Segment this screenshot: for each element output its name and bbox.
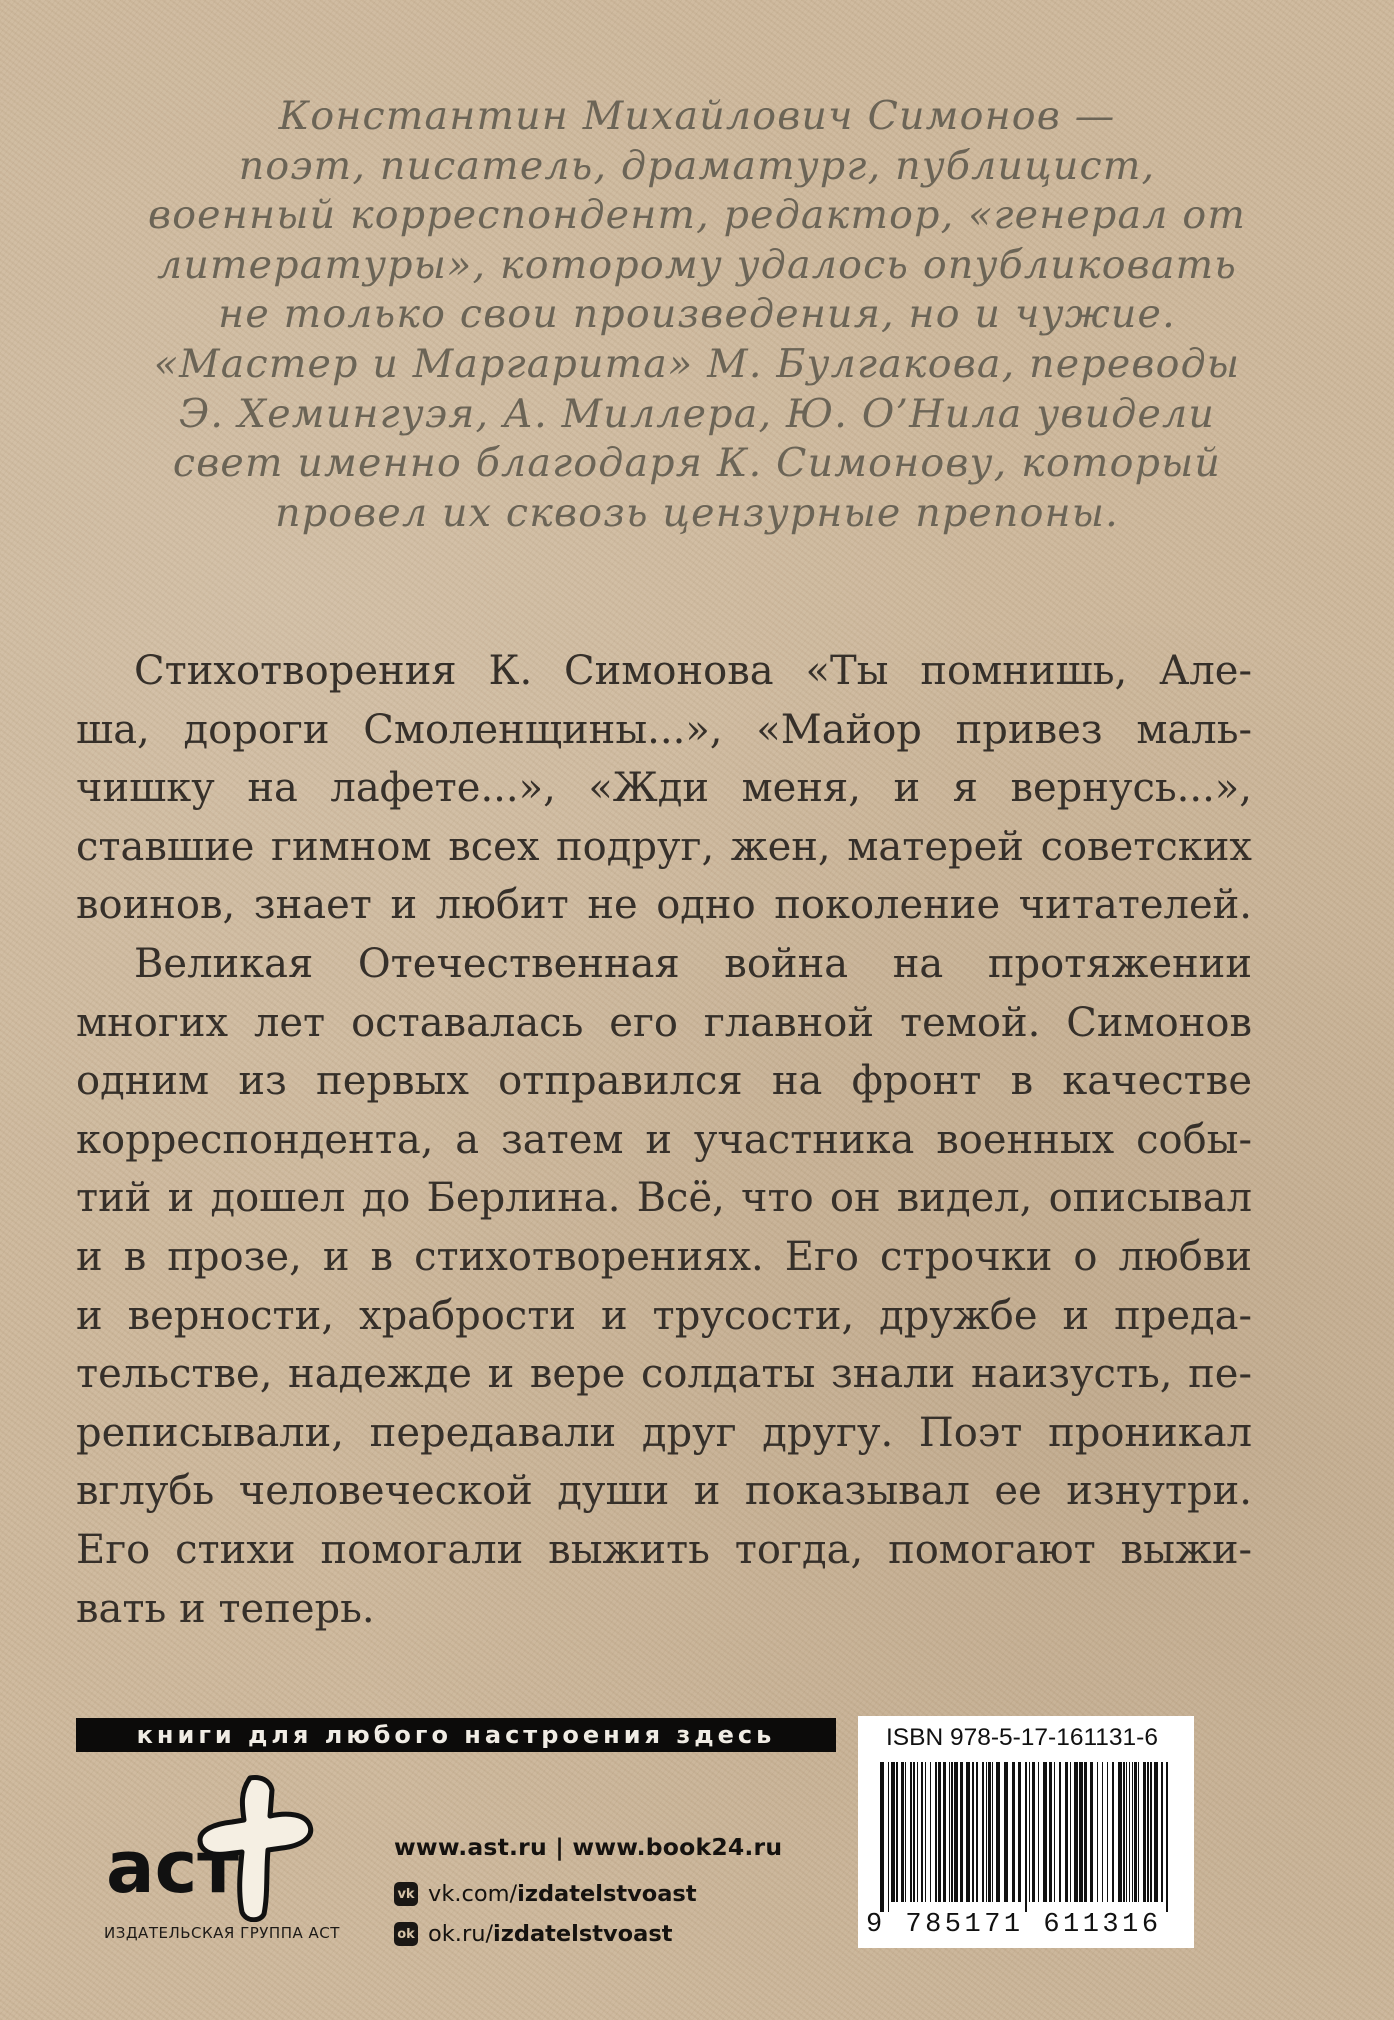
barcode-bar: [921, 1762, 923, 1902]
body-line: ша, дороги Смоленщины...», «Майор привез маль-: [76, 706, 1252, 753]
barcode-bar: [982, 1762, 984, 1902]
ok-handle: izdatelstvoast: [493, 1921, 673, 1947]
barcode-bar: [1032, 1762, 1035, 1902]
barcode-bar: [1107, 1762, 1108, 1902]
promo-banner: книги для любого настроения здесь: [76, 1718, 836, 1752]
body-line: и верности, храбрости и трусости, дружбе и преда-: [76, 1292, 1252, 1339]
barcode-bar: [1029, 1762, 1030, 1902]
barcode-bar: [1070, 1762, 1071, 1902]
website-links[interactable]: www.ast.ru | www.book24.ru: [394, 1833, 783, 1861]
body-line: одним из первых отправился на фронт в качестве: [76, 1058, 1252, 1105]
intro-line: провел их сквозь цензурные препоны.: [275, 489, 1119, 536]
barcode-bar: [1018, 1762, 1021, 1902]
barcode-bar: [1129, 1762, 1130, 1902]
barcode-bar: [1038, 1762, 1039, 1902]
barcode-bar: [1123, 1762, 1125, 1902]
barcode-bar: [1134, 1762, 1137, 1902]
barcode-bar: [896, 1762, 898, 1902]
publisher-links: [394, 1833, 782, 1947]
body-line: ставшие гимном всех подруг, жен, матерей советских: [76, 823, 1252, 870]
vk-link[interactable]: [394, 1881, 782, 1907]
barcode-bar: [1132, 1762, 1133, 1902]
barcode-bar: [1150, 1762, 1152, 1902]
intro-line: свет именно благодаря К. Симонову, который: [172, 440, 1222, 487]
vk-prefix: vk.com/: [428, 1881, 518, 1907]
barcode-bar: [1084, 1762, 1087, 1902]
ok-prefix: ok.ru/: [428, 1921, 494, 1947]
barcode-bar: [1065, 1762, 1068, 1902]
barcode-bar: [1049, 1762, 1052, 1902]
barcode-bar: [949, 1762, 950, 1902]
barcode-bar: [1097, 1762, 1098, 1902]
body-line: воинов, знает и любит не одно поколение читателей.: [76, 882, 1252, 929]
barcode-bar: [935, 1762, 937, 1902]
ast-logo-text: аст: [106, 1825, 239, 1909]
barcode-bar: [954, 1762, 958, 1902]
intro-line: не только свои произведения, но и чужие.: [218, 291, 1176, 338]
barcode-bar: [986, 1762, 987, 1902]
barcode-bar: [1043, 1762, 1047, 1902]
body-line: вглубь человеческой души и показывал ее изнутри.: [76, 1468, 1252, 1515]
barcode-bar: [976, 1762, 978, 1902]
barcode-bar: [943, 1762, 946, 1902]
intro-line: Э. Хемингуэя, А. Миллера, Ю. О’Нила увидели: [178, 390, 1216, 437]
ok-link[interactable]: [394, 1921, 782, 1947]
barcode-bar: [888, 1762, 889, 1912]
barcode-bar: [1074, 1762, 1078, 1902]
body-line: и в прозе, и в стихотворениях. Его строчки о любви: [76, 1233, 1252, 1280]
barcode-bar: [891, 1762, 895, 1902]
barcode-bar: [951, 1762, 953, 1902]
barcode-bar: [960, 1762, 963, 1902]
barcode-bar: [1102, 1762, 1103, 1902]
paragraph-2: [76, 935, 1252, 1638]
barcode-bar: [1161, 1762, 1163, 1902]
barcode-bar: [930, 1762, 931, 1902]
barcode-bar: [996, 1762, 1000, 1902]
barcode-bar: [1004, 1762, 1008, 1902]
barcode-bar: [1118, 1762, 1122, 1902]
barcode-icon: [876, 1762, 1176, 1912]
barcode-digits: 9 785171 611316: [866, 1910, 1162, 1940]
barcode-bar: [880, 1762, 884, 1912]
ast-logo: [100, 1772, 330, 1922]
body-line: тий и дошел до Берлина. Всё, что он видел, описывал: [76, 1175, 1252, 1222]
intro-line: «Мастер и Маргарита» М. Булгакова, переводы: [153, 340, 1241, 387]
barcode-bar: [988, 1762, 991, 1902]
body-line: реписывали, передавали друг другу. Поэт проникал: [76, 1409, 1252, 1456]
barcode-bar: [910, 1762, 912, 1902]
intro-line: поэт, писатель, драматург, публицист,: [238, 142, 1156, 189]
barcode-bar: [901, 1762, 904, 1902]
barcode-bar: [1025, 1762, 1027, 1912]
barcode-bar: [1012, 1762, 1015, 1902]
barcode-bar: [917, 1762, 918, 1902]
vk-handle: izdatelstvoast: [517, 1881, 697, 1907]
barcode-bar: [938, 1762, 941, 1902]
isbn-number: ISBN 978-5-17-161131-6: [886, 1724, 1158, 1751]
vk-icon: vk: [394, 1882, 418, 1906]
barcode-bar: [1143, 1762, 1146, 1902]
barcode-bar: [1154, 1762, 1158, 1902]
barcode-bar: [1166, 1762, 1168, 1912]
barcode-bar: [1112, 1762, 1114, 1902]
barcode-bar: [1090, 1762, 1093, 1902]
body-line: Великая Отечественная война на протяжении: [134, 940, 1252, 987]
body-line: вать и теперь.: [76, 1585, 375, 1632]
body-line: Его стихи помогали выжить тогда, помогают выжи-: [76, 1526, 1252, 1573]
barcode-bar: [972, 1762, 974, 1902]
barcode-bar: [1147, 1762, 1149, 1902]
publisher-name: ИЗДАТЕЛЬСКАЯ ГРУППА АСТ: [104, 1924, 340, 1942]
intro-line: Константин Михайлович Симонов —: [278, 93, 1116, 139]
body-line: корреспондента, а затем и участника военных собы-: [76, 1116, 1252, 1163]
paragraph-1: [76, 642, 1252, 935]
intro-blurb: [110, 92, 1284, 538]
barcode-bar: [905, 1762, 906, 1902]
body-line: многих лет оставалась его главной темой. Симонов: [76, 999, 1252, 1046]
barcode-bar: [966, 1762, 970, 1902]
barcode-bar: [1054, 1762, 1055, 1902]
barcode-bar: [925, 1762, 926, 1902]
barcode-bar: [1079, 1762, 1083, 1902]
barcode-bar: [1126, 1762, 1127, 1902]
body-line: чишку на лафете...», «Жди меня, и я вернусь...»,: [76, 765, 1252, 812]
body-line: тельстве, надежде и вере солдаты знали наизусть, пе-: [76, 1351, 1252, 1398]
barcode-bar: [992, 1762, 993, 1902]
intro-line: литературы», которому удалось опубликовать: [157, 241, 1237, 288]
ok-icon: ok: [394, 1922, 418, 1946]
book-description: [76, 642, 1252, 1638]
barcode-bar: [1138, 1762, 1139, 1902]
intro-line: военный корреспондент, редактор, «генерал от: [148, 192, 1246, 239]
barcode-bar: [1059, 1762, 1061, 1902]
isbn-barcode-box: [858, 1716, 1194, 1948]
barcode-bar: [913, 1762, 915, 1902]
body-line: Стихотворения К. Симонова «Ты помнишь, Але-: [134, 648, 1252, 694]
